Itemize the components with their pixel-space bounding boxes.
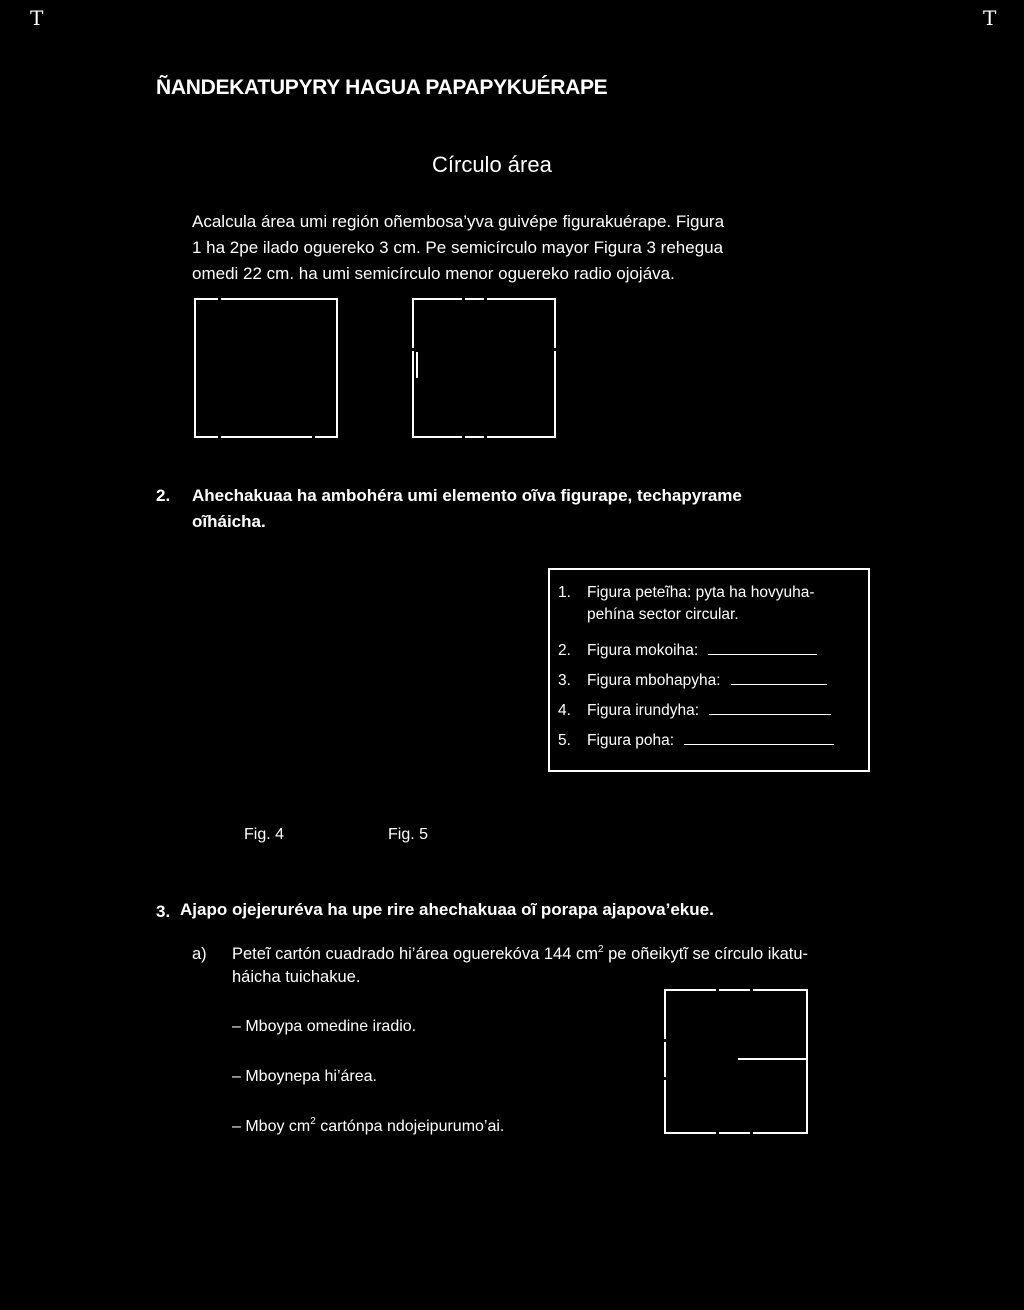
- legend-number: 4.: [558, 702, 571, 719]
- task-leftover-part: – Mboy cm: [232, 1118, 311, 1135]
- legend-item-3: [558, 670, 827, 691]
- legend-text: Figura mokoiha:: [587, 642, 699, 659]
- page-header-title: ÑANDEKATUPYRY HAGUA PAPAPYKUÉRAPE: [156, 76, 608, 99]
- corner-mark-left: T: [30, 6, 44, 30]
- task-area: – Mboynepa hi’área.: [232, 1068, 377, 1085]
- legend-number: 1.: [558, 584, 571, 601]
- answer-blank: [731, 670, 827, 685]
- intro-line: Acalcula área umi región oñembosa’yva guivépe figurakuérape. Figura: [192, 212, 725, 231]
- radius-line: [738, 1058, 806, 1060]
- legend-text: Figura poha:: [587, 732, 675, 749]
- figure-legend-box: [548, 568, 870, 772]
- legend-text: Figura peteĩha: pyta ha hovyuha-: [587, 584, 815, 601]
- legend-item-2: [558, 640, 817, 661]
- superscript: 2: [310, 1116, 316, 1127]
- legend-item-4: [558, 700, 831, 721]
- question-3a-line-part: pe oñeikytĩ se círculo ikatu-: [603, 945, 809, 963]
- figure-2-square: [412, 298, 556, 438]
- task-radius: – Mboypa omedine iradio.: [232, 1018, 417, 1035]
- answer-blank: [684, 730, 834, 745]
- question-2-line: Ahechakuaa ha ambohéra umi elemento oĩva figurape, techapyrame: [192, 486, 742, 505]
- intro-line: 1 ha 2pe ilado oguereko 3 cm. Pe semicírculo mayor Figura 3 rehegua: [192, 238, 724, 257]
- superscript: 2: [597, 944, 604, 955]
- legend-number: 3.: [558, 672, 571, 689]
- question-3a-line: háicha tuichakue.: [232, 968, 361, 986]
- section-title: Círculo área: [432, 152, 552, 177]
- question-2-text: [192, 483, 742, 535]
- legend-item-1-cont: pehína sector circular.: [587, 606, 739, 623]
- question-3a-line-part: Peteĩ cartón cuadrado hi’área oguerekóva 144 cm: [232, 945, 598, 963]
- answer-blank: [709, 700, 831, 715]
- question-2-number: 2.: [156, 486, 171, 505]
- question-2-line: oĩháicha.: [192, 512, 266, 531]
- corner-mark-right: T: [983, 6, 997, 30]
- legend-item-5: [558, 730, 834, 751]
- intro-line: omedi 22 cm. ha umi semicírculo menor oguereko radio ojojáva.: [192, 264, 675, 283]
- question-3a-text: [232, 943, 808, 989]
- intro-paragraph: [192, 209, 724, 287]
- cardboard-square-figure: [664, 989, 808, 1134]
- question-3-number: 3.: [156, 902, 171, 921]
- answer-blank: [708, 640, 817, 655]
- figure-5-label: Fig. 5: [388, 826, 429, 843]
- figure-4-label: Fig. 4: [244, 826, 285, 843]
- question-3a-line: [232, 943, 808, 966]
- legend-number: 2.: [558, 642, 571, 659]
- legend-item-1: [558, 583, 814, 603]
- figure-1-square: [194, 298, 338, 438]
- task-leftover: [232, 1118, 504, 1136]
- legend-text: Figura irundyha:: [587, 702, 700, 719]
- question-3a-label: a): [192, 945, 207, 963]
- legend-text: Figura mbohapyha:: [587, 672, 721, 689]
- legend-number: 5.: [558, 732, 571, 749]
- task-leftover-part: cartónpa ndojeipurumo’ai.: [315, 1118, 505, 1135]
- question-3-title: Ajapo ojejeruréva ha upe rire ahechakuaa oĩ porapa ajapova’ekue.: [180, 900, 714, 919]
